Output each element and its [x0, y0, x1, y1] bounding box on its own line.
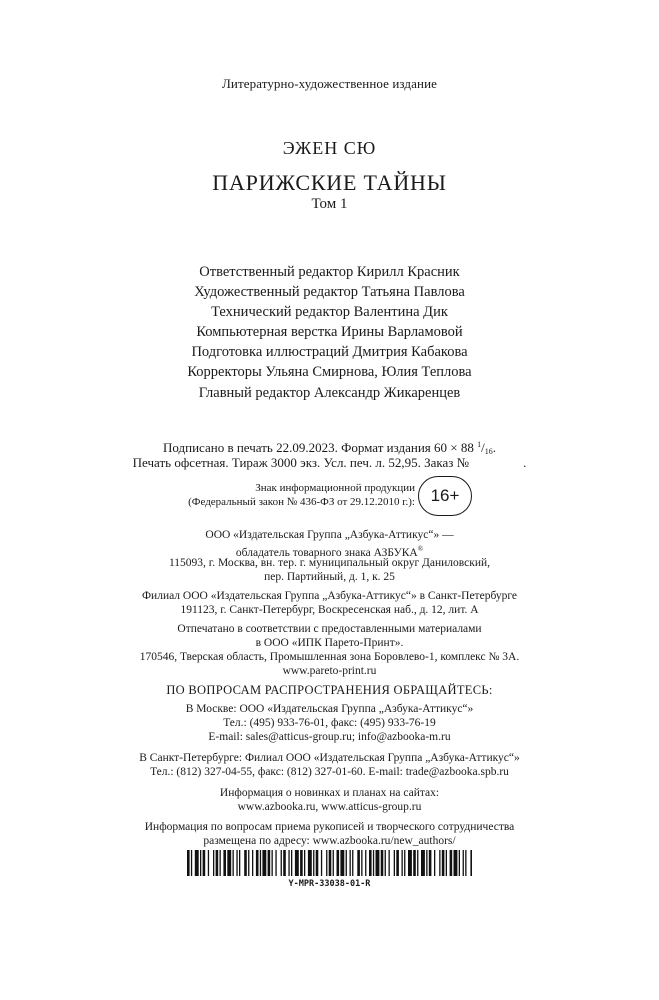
chief-editor: Главный редактор Александр Жикаренцев — [198, 385, 461, 401]
publisher-info — [0, 528, 659, 584]
credit-line: Корректоры Ульяна Смирнова, Юлия Теплова — [187, 364, 472, 380]
moscow-contacts — [0, 702, 659, 744]
barcode-icon — [187, 850, 472, 876]
rating-label — [165, 481, 415, 509]
trademark-text: обладатель товарного знака АЗБУКА — [235, 547, 418, 559]
new-authors-info — [0, 820, 659, 848]
moscow-phone: Тел.: (495) 933-76-01, факс: (495) 933-76-19 — [223, 717, 436, 729]
barcode-text: Y-MPR-33038-01-R — [288, 879, 371, 889]
credit-line: Ответственный редактор Кирилл Красник — [199, 264, 460, 280]
distribution-heading: ПО ВОПРОСАМ РАСПРОСТРАНЕНИЯ ОБРАЩАЙТЕСЬ: — [166, 683, 493, 697]
age-rating-badge: 16+ — [418, 476, 472, 516]
credit-line: Технический редактор Валентина Дик — [211, 304, 448, 320]
branch-info — [0, 589, 659, 617]
spb-phone-email: Тел.: (812) 327-04-55, факс: (812) 327-01-60. E-mail: trade@azbooka.spb.ru — [150, 766, 509, 778]
book-title: ПАРИЖСКИЕ ТАЙНЫ — [212, 170, 447, 195]
author-name: ЭЖЕН СЮ — [282, 138, 377, 158]
spb-line: В Санкт-Петербурге: Филиал ООО «Издательская Группа „Азбука-Аттикус“» — [139, 752, 520, 764]
new-authors-url: размещена по адресу: www.azbooka.ru/new_authors/ — [203, 835, 456, 847]
new-authors-line: Информация по вопросам приема рукописей и творческого сотрудничества — [144, 821, 515, 833]
printer-line: 170546, Тверская область, Промышленная зона Боровлево-1, комплекс № 3А. — [139, 651, 520, 663]
print-info — [0, 436, 659, 472]
news-line: Информация о новинках и планах на сайтах: — [219, 787, 440, 799]
format-numerator: 1 — [477, 440, 482, 449]
print-format-text: Подписано в печать 22.09.2023. Формат издания 60 × 88 — [163, 440, 478, 455]
printer-info — [0, 622, 659, 678]
branch-line: 191123, г. Санкт-Петербург, Воскресенская наб., д. 12, лит. А — [180, 604, 479, 616]
moscow-line: В Москве: ООО «Издательская Группа „Азбука-Аттикус“» — [185, 703, 474, 715]
publisher-line: 115093, г. Москва, вн. тер. г. муниципальный округ Даниловский, — [168, 557, 491, 569]
edition-type: Литературно-художественное издание — [221, 76, 438, 91]
print-run-text: Печать офсетная. Тираж 3000 экз. Усл. печ. л. 52,95. Заказ № — [132, 455, 470, 470]
spb-contacts — [0, 751, 659, 779]
registered-mark: ® — [417, 545, 424, 553]
format-denominator: 16 — [484, 447, 493, 456]
publisher-line — [0, 542, 659, 559]
volume-number: Том 1 — [311, 196, 348, 212]
rating-label-line-2: (Федеральный закон № 436-ФЗ от 29.12.2010 г.): — [188, 496, 415, 508]
format-fraction: $^1/_{16}$. — [477, 440, 496, 456]
printer-website: www.pareto-print.ru — [282, 665, 377, 677]
news-websites: www.azbooka.ru, www.atticus-group.ru — [237, 801, 422, 813]
print-info-line-2: Печать офсетная. Тираж 3000 экз. Усл. печ. л. 52,95. Заказ № . — [132, 455, 527, 470]
printer-line: Отпечатано в соответствии с предоставленными материалами — [177, 623, 482, 635]
branch-line: Филиал ООО «Издательская Группа „Азбука-Аттикус“» в Санкт-Петербурге — [141, 590, 518, 602]
print-info-line-1 — [0, 436, 659, 454]
credits-list — [0, 262, 659, 382]
publisher-line: пер. Партийный, д. 1, к. 25 — [264, 571, 395, 583]
news-info — [0, 786, 659, 814]
publisher-line: ООО «Издательская Группа „Азбука-Аттикус“» — — [205, 529, 454, 541]
printer-line: в ООО «ИПК Парето-Принт». — [255, 637, 404, 649]
moscow-email: E-mail: sales@atticus-group.ru; info@azbooka-m.ru — [208, 731, 451, 743]
credit-line: Подготовка иллюстраций Дмитрия Кабакова — [191, 344, 468, 360]
credit-line: Компьютерная верстка Ирины Варламовой — [196, 324, 463, 340]
rating-label-line-1: Знак информационной продукции — [255, 482, 415, 494]
credit-line: Художественный редактор Татьяна Павлова — [194, 284, 465, 300]
